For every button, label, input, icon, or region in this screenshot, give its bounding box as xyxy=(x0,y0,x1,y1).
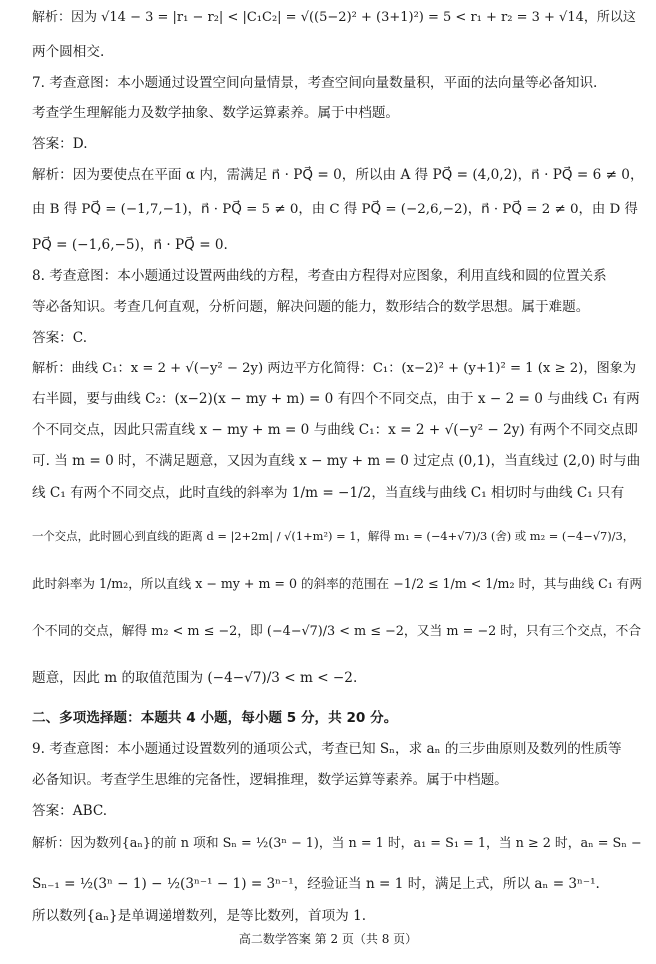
text-line: 两个圆相交. xyxy=(32,44,105,60)
text-line: 个不同交点，因此只需直线 x − my + m = 0 与曲线 C₁：x = 2 + √(−y² − 2y) 有两个不同交点即 xyxy=(32,422,638,438)
text-line: 线 C₁ 有两个不同交点，此时直线的斜率为 1/m = −1/2，当直线与曲线 C₁ 相切时与曲线 C₁ 只有 xyxy=(32,485,625,501)
text-line: 解析：因为 √14 − 3 = |r₁ − r₂| < |C₁C₂| = √((5−2)² + (3+1)²) = 5 < r₁ + r₂ = 3 + √14，所以这 xyxy=(32,10,636,25)
text-line: 一个交点，此时圆心到直线的距离 d = |2+2m| / √(1+m²) = 1，解得 m₁ = (−4+√7)/3 (舍) 或 m₂ = (−4−√7)/3， xyxy=(32,529,635,543)
text-line: 可. 当 m = 0 时，不满足题意，又因为直线 x − my + m = 0 过定点 (0,1)，当直线过 (2,0) 时与曲 xyxy=(32,453,641,469)
text-line: 题意，因此 m 的取值范围为 (−4−√7)/3 < m < −2. xyxy=(32,670,358,686)
text-line: 7. 考查意图：本小题通过设置空间向量情景，考查空间向量数量积，平面的法向量等必备知识. xyxy=(32,75,598,91)
text-line: 所以数列{aₙ}是单调递增数列，是等比数列，首项为 1. xyxy=(32,908,367,924)
text-line: 解析：因为要使点在平面 α 内，需满足 n⃗ · PQ⃗ = 0，所以由 A 得 PQ⃗ = (4,0,2)，n⃗ · PQ⃗ = 6 ≠ 0， xyxy=(32,167,644,183)
text-line: 右半圆，要与曲线 C₂：(x−2)(x − my + m) = 0 有四个不同交点，由于 x − 2 = 0 与曲线 C₁ 有两 xyxy=(32,391,640,407)
text-line: 答案：C. xyxy=(32,330,88,346)
text-line: 解析：曲线 C₁：x = 2 + √(−y² − 2y) 两边平方化简得：C₁：(x−2)² + (y+1)² = 1 (x ≥ 2)，图象为 xyxy=(32,361,637,376)
text-line: 答案：D. xyxy=(32,136,88,152)
text-line: 个不同的交点，解得 m₂ < m ≤ −2，即 (−4−√7)/3 < m ≤ −2，又当 m = −2 时，只有三个交点，不合 xyxy=(32,624,642,639)
text-line: PQ⃗ = (−1,6,−5)，n⃗ · PQ⃗ = 0. xyxy=(32,237,228,253)
text-line: 必备知识。考查学生思维的完备性，逻辑推理，数学运算等素养。属于中档题。 xyxy=(32,772,508,788)
page-footer: 高二数学答案 第 2 页（共 8 页） xyxy=(238,932,418,946)
text-line: 此时斜率为 1/m₂，所以直线 x − my + m = 0 的斜率的范围在 −1/2 ≤ 1/m < 1/m₂ 时，其与曲线 C₁ 有两 xyxy=(32,576,642,591)
text-line: 解析：因为数列{aₙ}的前 n 项和 Sₙ = ½(3ⁿ − 1)，当 n = 1 时，a₁ = S₁ = 1，当 n ≥ 2 时，aₙ = Sₙ − xyxy=(32,836,642,851)
text-line: 9. 考查意图：本小题通过设置数列的通项公式，考查已知 Sₙ，求 aₙ 的三步曲原则及数列的性质等 xyxy=(32,741,622,757)
text-line: 考查学生理解能力及数学抽象、数学运算素养。属于中档题。 xyxy=(32,105,400,121)
text-line: 等必备知识。考查几何直观，分析问题，解决问题的能力，数形结合的数学思想。属于难题。 xyxy=(32,299,590,315)
text-line: Sₙ₋₁ = ½(3ⁿ − 1) − ½(3ⁿ⁻¹ − 1) = 3ⁿ⁻¹，经验证当 n = 1 时，满足上式，所以 aₙ = 3ⁿ⁻¹. xyxy=(32,876,600,892)
text-line: 答案：ABC. xyxy=(32,803,108,819)
text-line: 8. 考查意图：本小题通过设置两曲线的方程，考查由方程得对应图象，利用直线和圆的位置关系 xyxy=(32,268,607,284)
text-line: 由 B 得 PQ⃗ = (−1,7,−1)，n⃗ · PQ⃗ = 5 ≠ 0，由 C 得 PQ⃗ = (−2,6,−2)，n⃗ · PQ⃗ = 2 ≠ 0，由 D 得 xyxy=(32,202,638,217)
section-heading: 二、多项选择题：本题共 4 小题，每小题 5 分，共 20 分。 xyxy=(32,710,398,726)
